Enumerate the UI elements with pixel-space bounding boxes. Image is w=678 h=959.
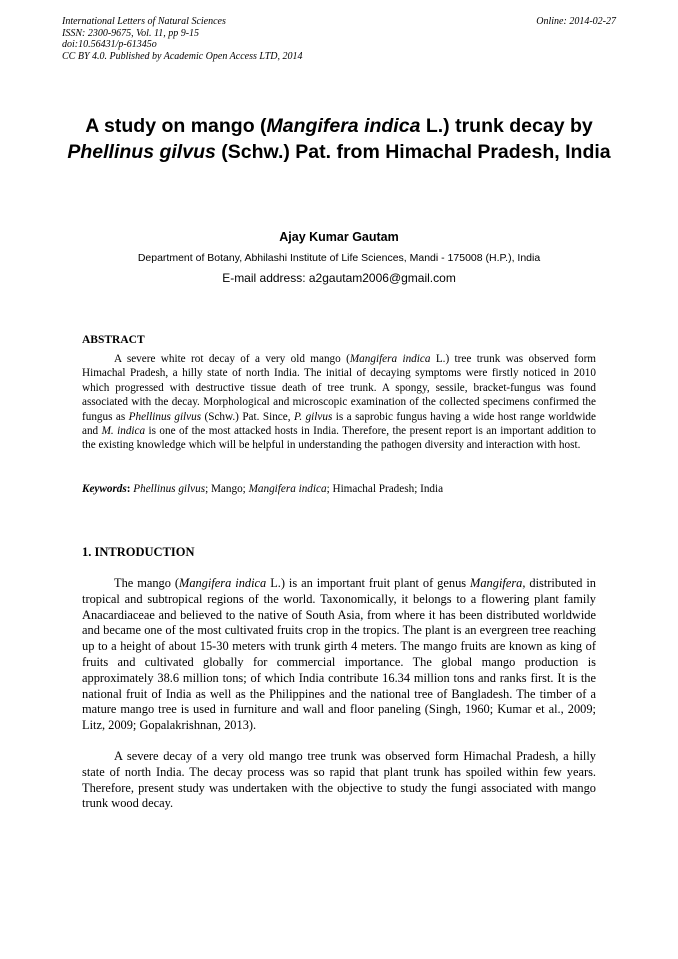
- introduction-paragraph-1: [82, 576, 596, 734]
- abstract-italic: Mangifera indica: [349, 353, 431, 365]
- keywords-label: Keywords: [82, 483, 127, 495]
- intro-italic: Mangifera,: [470, 576, 526, 590]
- journal-name: International Letters of Natural Sciences: [62, 16, 226, 27]
- intro-part: distributed in tropical and subtropical regions of the world. Taxonomically, it belongs to a flowering plant family Anacardiaceae and believed to the native of South Asia, from where it has been distributed worldwide and became one of the most cultivated fruits crop in the tropics. The plant is an evergreen tree reaching up to a height of about 15-30 meters with trunk girth 4 meters. The mango fruits are known as king of fruits and cultivated globally for commercial importance. The global mango production is approximately 38.6 million tons; of which India contribute 16.34 million tons and ranks first. It is the national fruit of India as well as the Philippines and the national tree of Bangladesh. The timber of a mature mango tree is used in furniture and wall and floor paneling (Singh, 1960; Kumar et al., 2009; Litz, 2009; Gopalakrishnan, 2013).: [82, 576, 596, 733]
- author-affiliation: Department of Botany, Abhilashi Institute of Life Sciences, Mandi - 175008 (H.P.), India: [137, 252, 541, 264]
- abstract-italic: Phellinus gilvus: [128, 410, 202, 423]
- intro-part: The mango (: [114, 576, 180, 590]
- intro-part: L.) is an important fruit plant of genus: [266, 576, 471, 590]
- keyword: ; Himachal Pradesh; India: [326, 483, 444, 495]
- license-line: CC BY 4.0. Published by Academic Open Access LTD, 2014: [62, 50, 303, 62]
- title-fungus: Phellinus gilvus: [67, 141, 216, 163]
- online-date: Online: 2014-02-27: [536, 16, 616, 27]
- doi-line: doi:10.56431/p-61345o: [62, 39, 157, 50]
- introduction-heading: 1. INTRODUCTION: [82, 545, 195, 559]
- keyword-italic: Mangifera indica: [248, 483, 327, 495]
- issn-line: ISSN: 2300-9675, Vol. 11, pp 9-15: [62, 27, 200, 39]
- keyword-italic: Phellinus gilvus: [130, 483, 206, 495]
- keyword: ; Mango;: [205, 483, 249, 495]
- keywords-colon: :: [126, 483, 131, 495]
- abstract-part: is one of the most attacked hosts in India. Therefore, the present report is an important addition to the existing knowledge which will be helpful in understanding the pathogen diversity and interaction with host.: [82, 425, 596, 452]
- intro-italic: Mangifera indica: [179, 576, 267, 590]
- title-part: L.) trunk decay by: [420, 115, 593, 137]
- introduction-paragraph-2: A severe decay of a very old mango tree trunk was observed form Himachal Pradesh, a hilly state of north India. The decay process was so rapid that plant trunk has spoiled within few years. Therefore, present study was undertaken with the objective to study the fungi associated with mango trunk wood decay.: [82, 749, 596, 811]
- abstract-part: A severe white rot decay of a very old mango (: [114, 353, 350, 365]
- title-species: Mangifera indica: [266, 115, 421, 137]
- abstract-italic: P. gilvus: [293, 410, 333, 423]
- title-part: A study on mango (: [85, 115, 267, 137]
- abstract-heading: ABSTRACT: [82, 334, 145, 346]
- abstract-part: is a saprobic fungus having a wide host range worldwide and: [82, 410, 596, 438]
- abstract-part: (Schw.) Pat. Since,: [201, 410, 294, 423]
- keywords-line: [82, 483, 596, 495]
- journal-header: [62, 16, 616, 62]
- author-email: E-mail address: a2gautam2006@gmail.com: [222, 271, 456, 285]
- author-name: Ajay Kumar Gautam: [279, 230, 399, 244]
- abstract-italic: M. indica: [101, 425, 146, 438]
- title-part: (Schw.) Pat. from Himachal Pradesh, India: [215, 141, 611, 163]
- paper-title: [62, 113, 616, 165]
- abstract-text: [82, 352, 596, 453]
- abstract-part: L.) tree trunk was observed form Himachal Pradesh, a hilly state of north India. The initial of decaying symptoms were firstly noticed in 2010 which progressed with destructive tissue death of tree trunk. A spongy, sessile, bracket-fungus was found associated with the decay. Morphological and microscopic examination of the collected specimens confirmed the fungus as: [82, 353, 596, 423]
